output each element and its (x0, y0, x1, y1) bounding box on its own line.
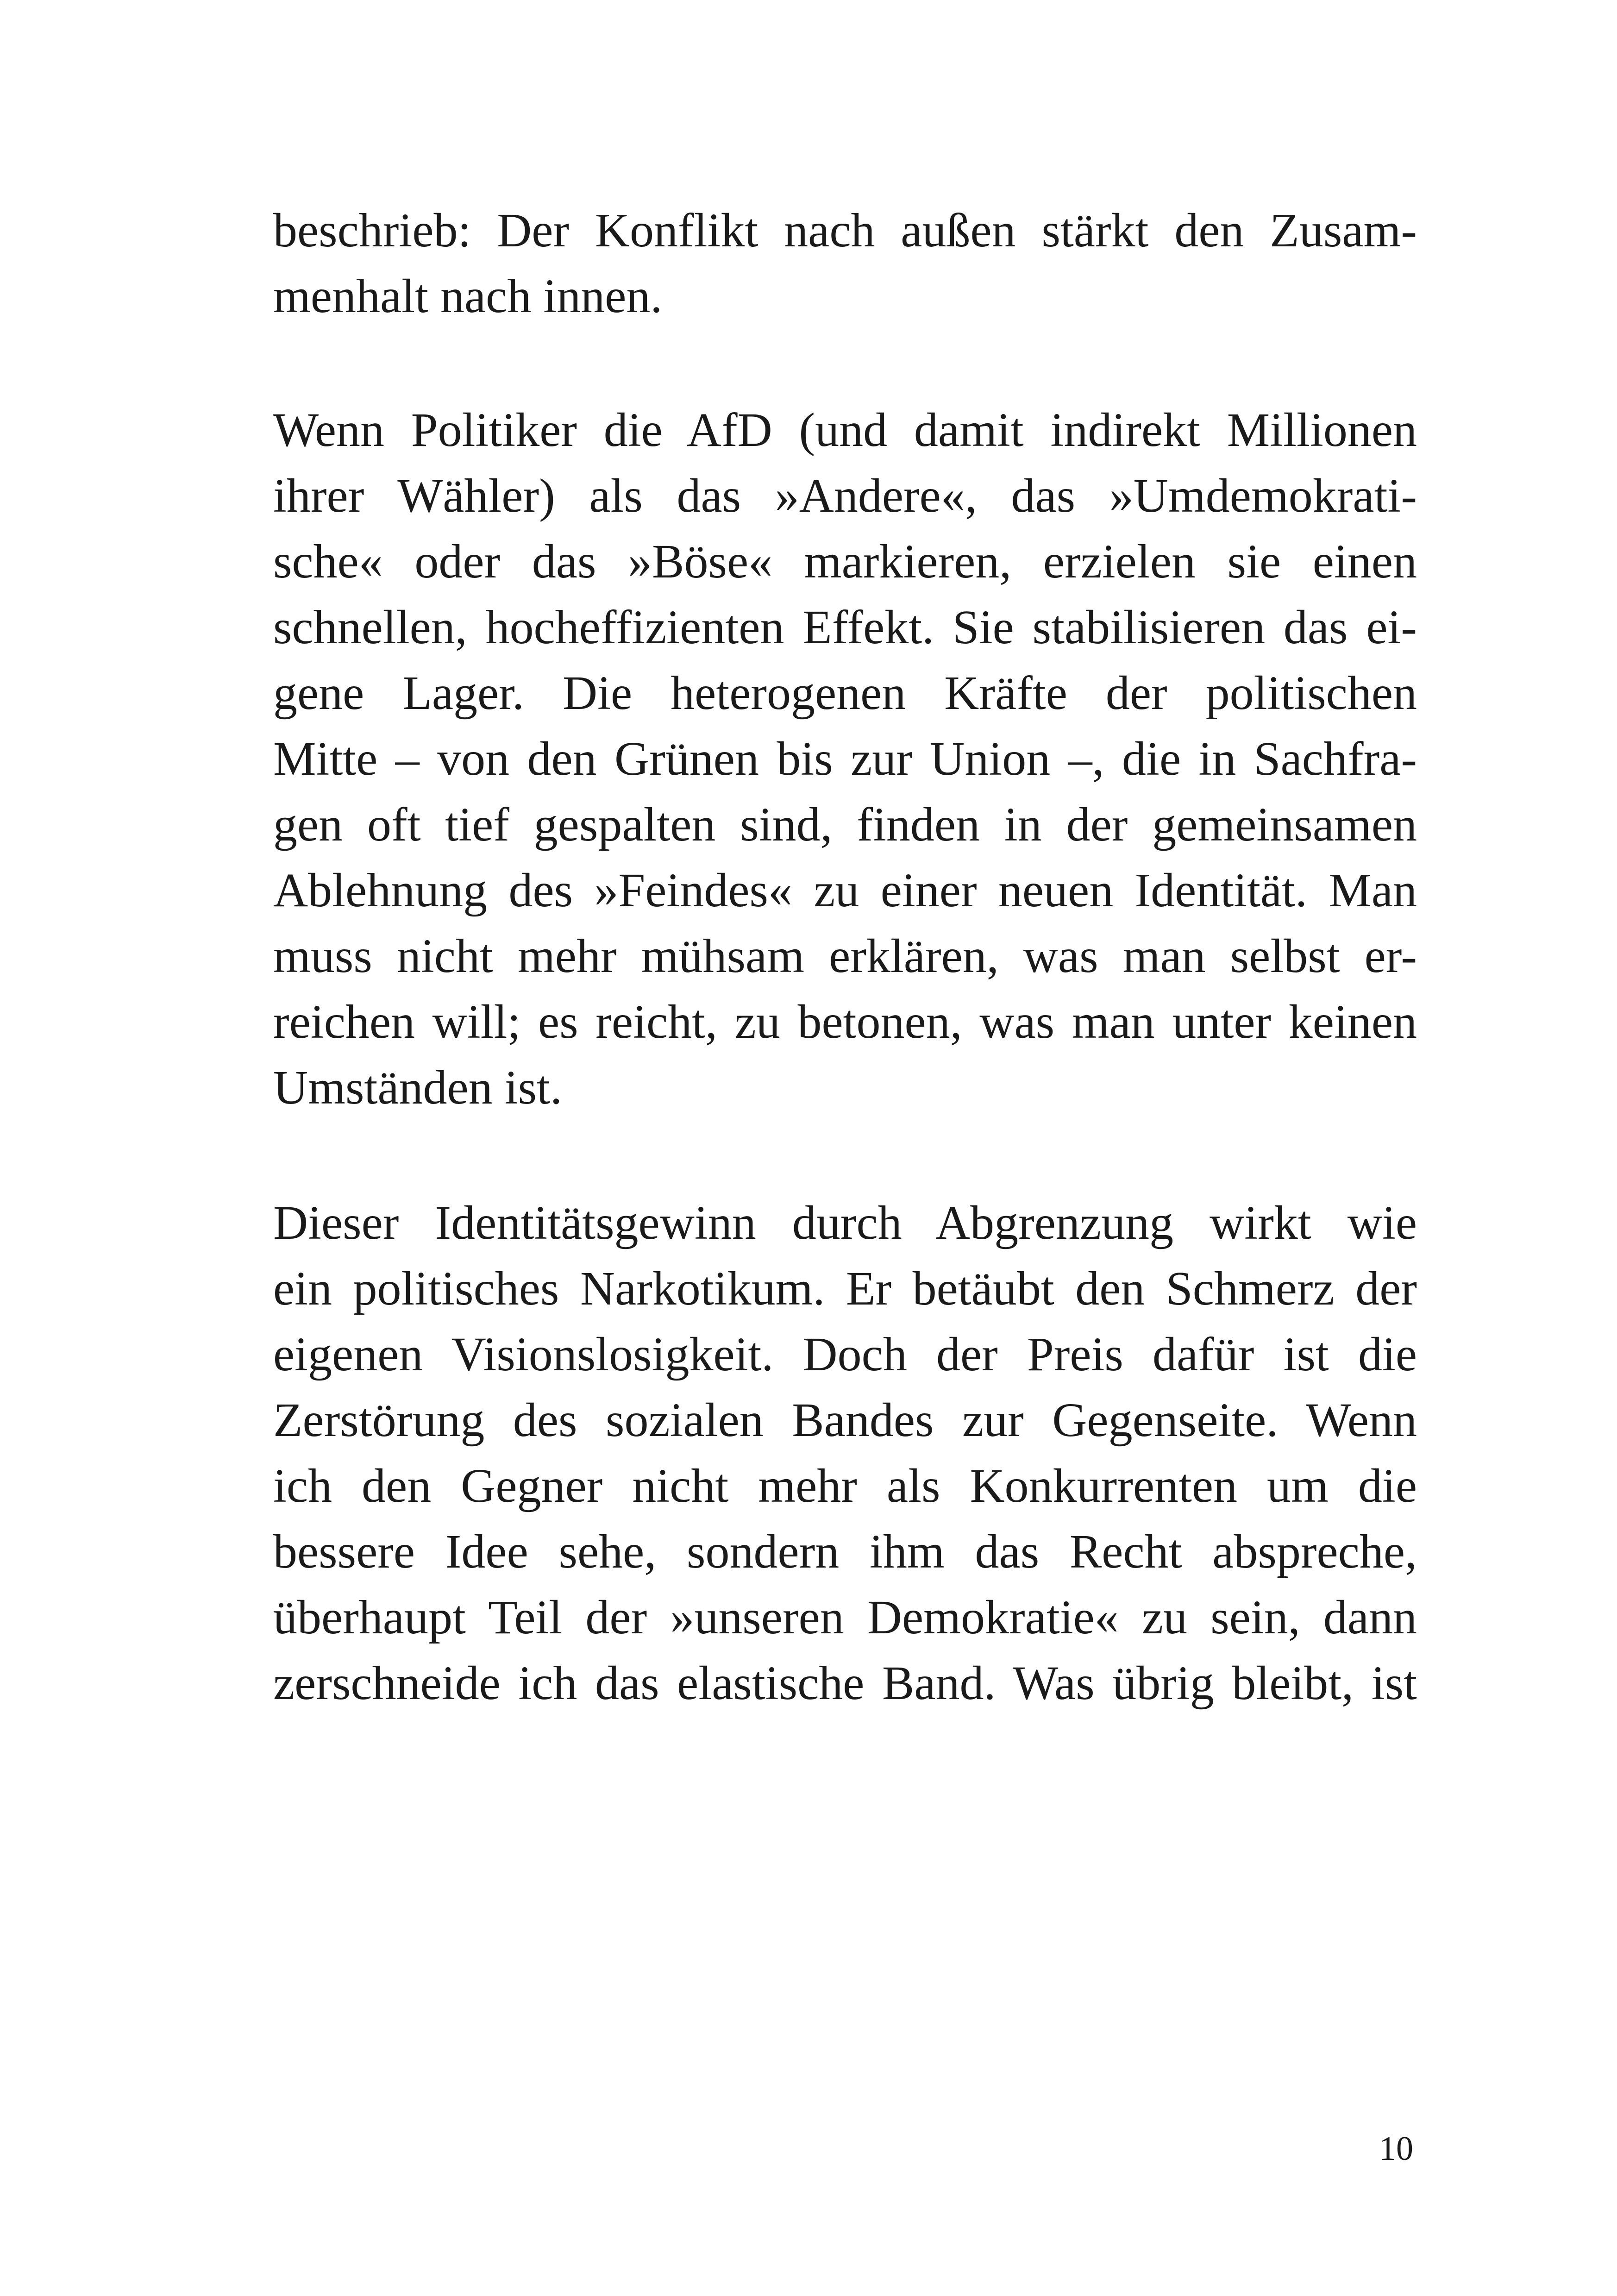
text-line: gen oft tief gespalten sind, finden in der gemeinsamen (273, 798, 1417, 851)
text-line: muss nicht mehr mühsam erklären, was man selbst er- (273, 929, 1417, 983)
text-line: bessere Idee sehe, sondern ihm das Recht abspreche, (273, 1525, 1417, 1578)
text-line: reichen will; es reicht, zu betonen, was man unter keinen (273, 995, 1417, 1048)
text-line: Ablehnung des »Feindes« zu einer neuen Identität. Man (273, 864, 1417, 917)
paragraph-1 (273, 198, 1417, 329)
text-line: überhaupt Teil der »unseren Demokratie« zu sein, dann (273, 1591, 1417, 1644)
page-number: 10 (1379, 2130, 1413, 2168)
text-line: sche« oder das »Böse« markieren, erzielen sie einen (273, 535, 1417, 588)
paragraph-3 (273, 1190, 1417, 1716)
text-line: gene Lager. Die heterogenen Kräfte der politischen (273, 666, 1417, 720)
text-line: Zerstörung des sozialen Bandes zur Gegenseite. Wenn (273, 1393, 1417, 1447)
text-line: ihrer Wähler) als das »Andere«, das »Umdemokrati- (273, 469, 1417, 522)
text-line: Wenn Politiker die AfD (und damit indirekt Millionen (273, 403, 1417, 457)
text-line: eigenen Visionslosigkeit. Doch der Preis dafür ist die (273, 1328, 1417, 1381)
text-line: Dieser Identitätsgewinn durch Abgrenzung wirkt wie (273, 1196, 1417, 1249)
text-line: schnellen, hocheffizienten Effekt. Sie stabilisieren das ei- (273, 601, 1417, 654)
text-line: menhalt nach innen. (273, 270, 663, 323)
paragraph-2 (273, 397, 1417, 1121)
text-line: zerschneide ich das elastische Band. Was übrig bleibt, ist (273, 1656, 1417, 1710)
text-line: ich den Gegner nicht mehr als Konkurrenten um die (273, 1459, 1417, 1512)
text-line: ein politisches Narkotikum. Er betäubt den Schmerz der (273, 1262, 1417, 1315)
text-line: Mitte – von den Grünen bis zur Union –, die in Sachfra- (273, 732, 1417, 785)
text-line: beschrieb: Der Konflikt nach außen stärkt den Zusam- (273, 204, 1417, 257)
text-line: Umständen ist. (273, 1061, 562, 1114)
